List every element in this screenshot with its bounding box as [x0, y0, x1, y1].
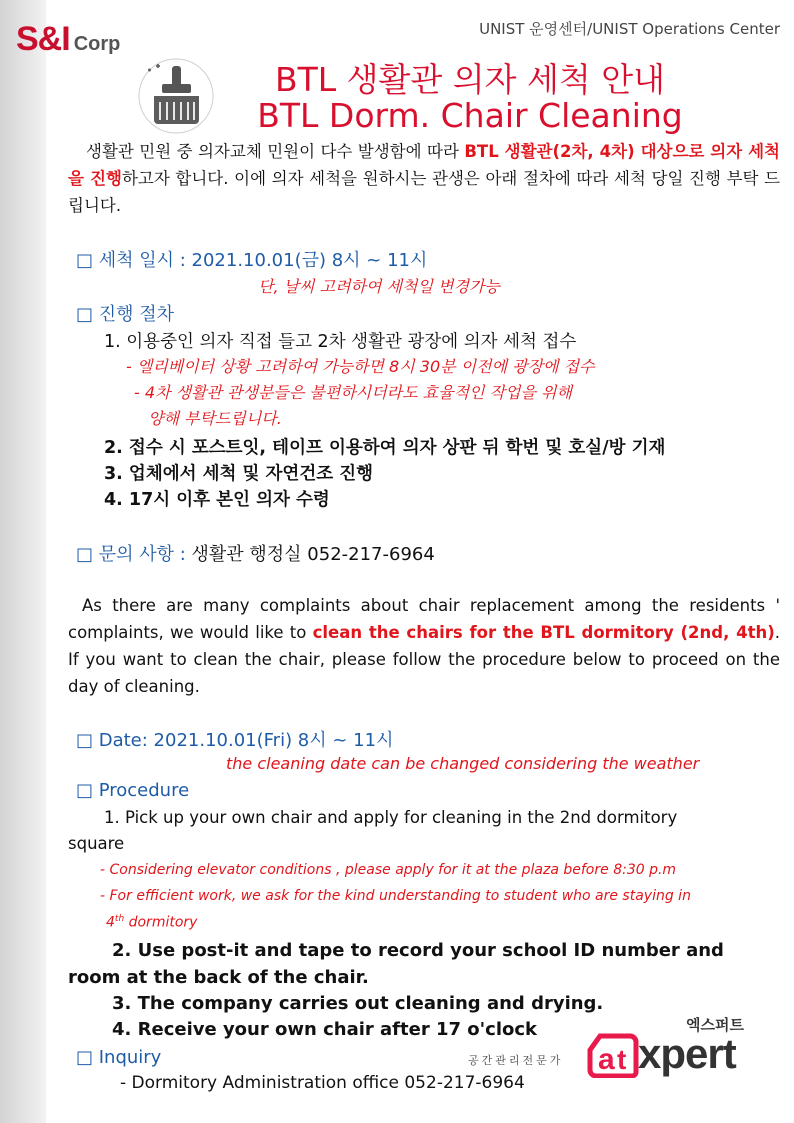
english-intro-text: As there are many complaints about chair replacement among the residents ' complaints, we would like to	[68, 596, 780, 642]
english-step-1: 1. Pick up your own chair and apply for cleaning in the 2nd dormitory	[104, 808, 678, 827]
english-intro	[68, 592, 780, 700]
english-inquiry-value: - Dormitory Administration office 052-217-6964	[120, 1073, 525, 1093]
korean-step-1-note-2b: 양해 부탁드립니다.	[148, 409, 282, 428]
ordinal-rest: dormitory	[124, 914, 198, 931]
korean-date: □ 세척 일시 : 2021.10.01(금) 8시 ~ 11시	[76, 250, 428, 271]
english-inquiry-label: □ Inquiry	[76, 1047, 162, 1068]
english-step-1-cont: square	[68, 834, 125, 853]
english-step-1-note-2: - For efficient work, we ask for the kind understanding to student who are staying in	[100, 888, 691, 904]
atxpert-logo-icon	[586, 1032, 642, 1078]
korean-inquiry	[76, 540, 435, 566]
logo-sub-text: Corp	[73, 33, 121, 55]
korean-date-note: 단, 날씨 고려하여 세척일 변경가능	[258, 277, 500, 296]
english-step-1-note-1: - Considering elevator conditions , please apply for it at the plaza before 8:30 p.m	[100, 862, 677, 878]
korean-step-2: 2. 접수 시 포스트잇, 테이프 이용하여 의자 상판 뒤 학번 및 호실/방 기재	[104, 438, 666, 458]
korean-step-1-note-1: - 엘리베이터 상황 고려하여 가능하면 8시 30분 이전에 광장에 접수	[126, 357, 595, 376]
english-procedure-label: □ Procedure	[76, 780, 190, 801]
company-logo	[16, 20, 120, 59]
english-date-note: the cleaning date can be changed considering the weather	[226, 754, 700, 773]
korean-intro	[68, 138, 780, 219]
korean-step-4: 4. 17시 이후 본인 의자 수령	[104, 490, 330, 510]
svg-text:a: a	[598, 1043, 615, 1076]
title-english: BTL Dorm. Chair Cleaning	[257, 96, 683, 135]
english-step-3: 3. The company carries out cleaning and drying.	[112, 993, 604, 1014]
left-gray-bar	[0, 0, 46, 1123]
korean-step-1-note-2: - 4차 생활관 관생분들은 불편하시더라도 효율적인 작업을 위해	[134, 383, 572, 402]
title-korean: BTL 생활관 의자 세척 안내	[274, 60, 666, 99]
atxpert-subtitle: 공간관리전문가	[468, 1054, 564, 1067]
korean-intro-text-2: 하고자 합니다. 이에 의자 세척을 원하시는 관생은 아래 절차에 따라 세척 당일 진행 부탁 드립니다.	[68, 169, 781, 215]
english-intro-text-2: . If you want to clean the chair, please follow the procedure below to proceed on the day of cleaning.	[68, 623, 781, 696]
svg-text:t: t	[617, 1044, 627, 1075]
korean-step-3: 3. 업체에서 세척 및 자연건조 진행	[104, 464, 374, 484]
english-step-2-cont: room at the back of the chair.	[68, 967, 369, 988]
atxpert-brand: xpert	[638, 1030, 736, 1077]
korean-inquiry-label: □ 문의 사항 :	[76, 544, 192, 565]
english-intro-highlight: clean the chairs for the BTL dormitory (2nd, 4th)	[312, 623, 775, 642]
korean-step-1: 1. 이용중인 의자 직접 들고 2차 생활관 광장에 의자 세척 접수	[104, 332, 577, 352]
english-step-1-note-2b	[106, 914, 197, 931]
korean-intro-text: 생활관 민원 중 의자교체 민원이 다수 발생함에 따라	[86, 142, 465, 161]
ordinal-number: 4	[106, 914, 115, 931]
org-name: UNIST 운영센터/UNIST Operations Center	[479, 20, 780, 38]
atxpert-korean: 엑스퍼트	[686, 1016, 744, 1034]
korean-intro-highlight: BTL 생활관(2차, 4차) 대상으로 의자 세척을 진행	[68, 142, 780, 188]
english-step-2: 2. Use post-it and tape to record your school ID number and	[112, 940, 724, 961]
logo-main-text: S&I	[16, 20, 70, 58]
korean-inquiry-value: 생활관 행정실 052-217-6964	[191, 544, 435, 565]
english-step-4: 4. Receive your own chair after 17 o'clock	[112, 1019, 538, 1040]
ordinal-suffix: th	[114, 914, 125, 924]
korean-procedure-label: □ 진행 절차	[76, 304, 175, 325]
english-date: □ Date: 2021.10.01(Fri) 8시 ~ 11시	[76, 730, 394, 751]
